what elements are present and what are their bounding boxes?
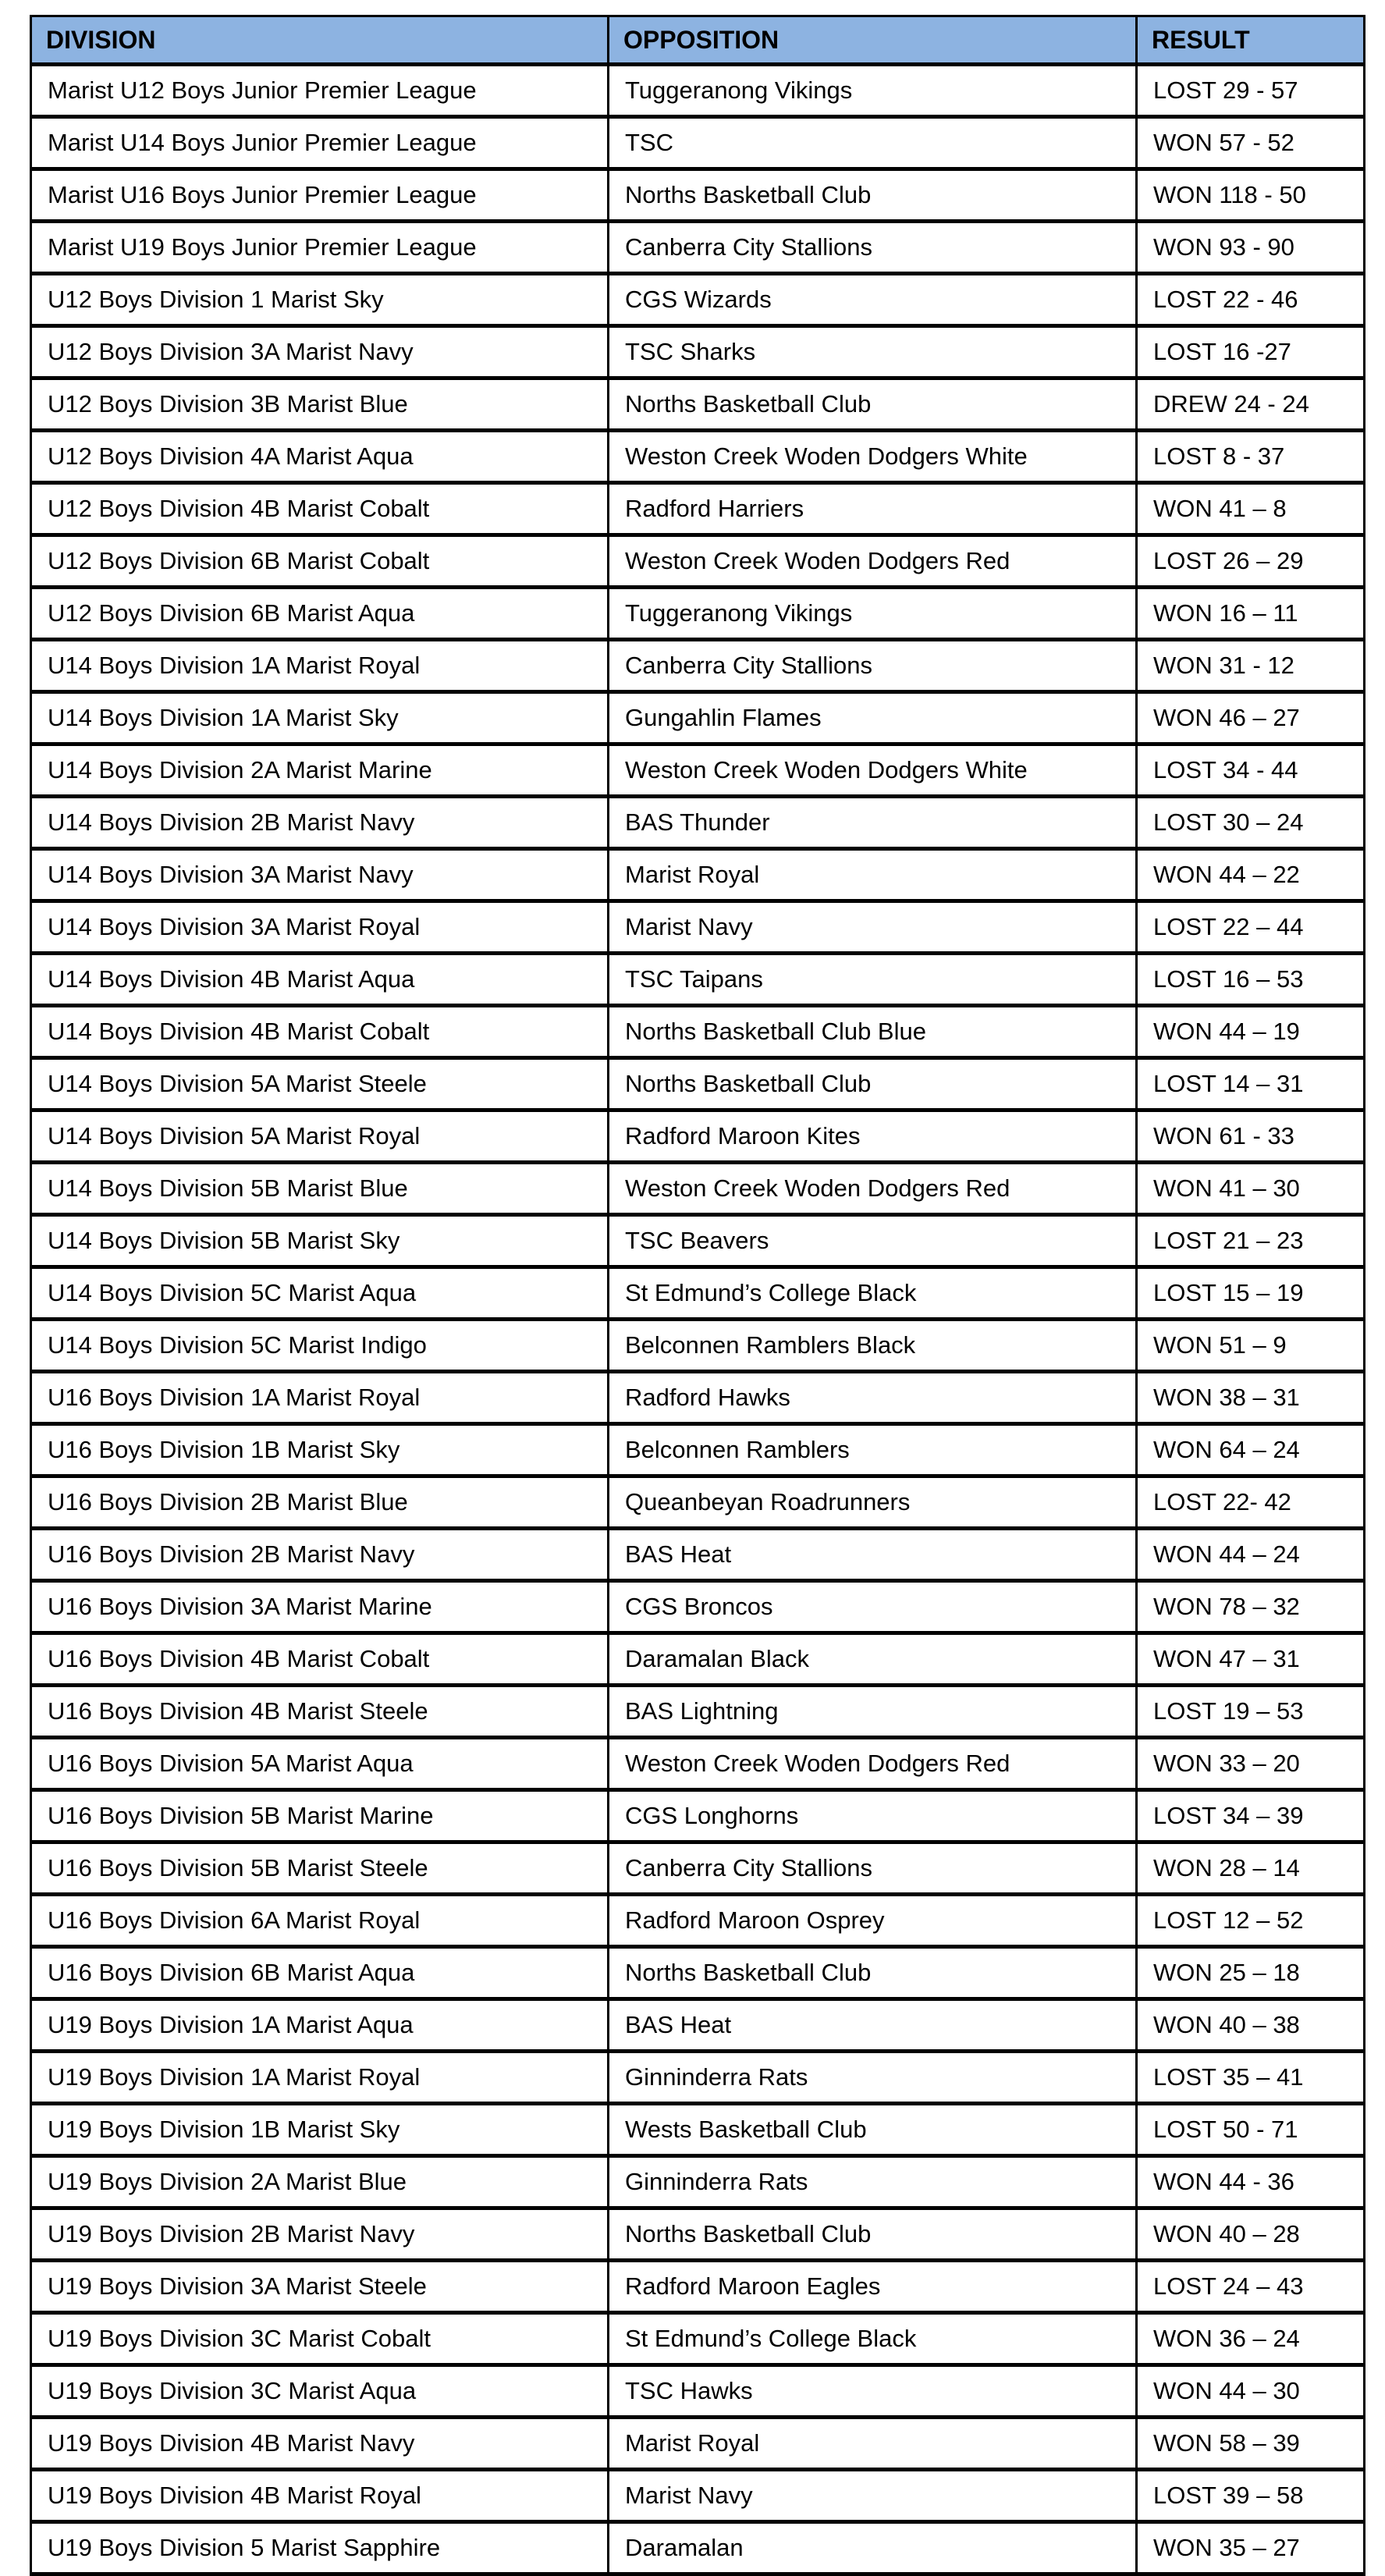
opposition-cell: Norths Basketball Club <box>609 169 1137 222</box>
table-row <box>31 2104 1365 2156</box>
table-row <box>31 1529 1365 1581</box>
division-cell: U19 Boys Division 2B Marist Navy <box>31 2208 609 2261</box>
header-result: RESULT <box>1137 16 1365 65</box>
table-row <box>31 1895 1365 1947</box>
table-row <box>31 1215 1365 1267</box>
table-row <box>31 1790 1365 1842</box>
table-row <box>31 2418 1365 2470</box>
division-cell: U14 Boys Division 5C Marist Aqua <box>31 1267 609 1320</box>
table-row <box>31 744 1365 797</box>
table-row <box>31 2261 1365 2313</box>
division-cell: U14 Boys Division 5B Marist Blue <box>31 1163 609 1215</box>
result-cell: LOST 30 – 24 <box>1137 797 1365 849</box>
division-cell: U12 Boys Division 4B Marist Cobalt <box>31 483 609 535</box>
opposition-cell: Marist Royal <box>609 849 1137 901</box>
result-cell: LOST 19 – 53 <box>1137 1686 1365 1738</box>
result-cell: WON 44 - 36 <box>1137 2156 1365 2208</box>
division-cell: U19 Boys Division 3A Marist Steele <box>31 2261 609 2313</box>
division-cell: U16 Boys Division 6A Marist Royal <box>31 1895 609 1947</box>
opposition-cell: Belconnen Ramblers <box>609 1424 1137 1476</box>
result-cell: WON 51 – 9 <box>1137 1320 1365 1372</box>
result-cell: WON 44 – 30 <box>1137 2365 1365 2418</box>
table-row <box>31 117 1365 169</box>
table-row <box>31 1738 1365 1790</box>
result-cell: LOST 14 – 31 <box>1137 1058 1365 1110</box>
division-cell: Marist U12 Boys Junior Premier League <box>31 65 609 117</box>
table-row <box>31 1999 1365 2052</box>
result-cell: WON 33 – 20 <box>1137 1738 1365 1790</box>
division-cell: U12 Boys Division 4A Marist Aqua <box>31 431 609 483</box>
opposition-cell: Canberra City Stallions <box>609 1842 1137 1895</box>
division-cell: U19 Boys Division 5 Marist Sapphire <box>31 2522 609 2574</box>
opposition-cell: Ginninderra Rats <box>609 2156 1137 2208</box>
result-cell: LOST 34 - 44 <box>1137 744 1365 797</box>
opposition-cell: Belconnen Ramblers Black <box>609 1320 1137 1372</box>
opposition-cell: Weston Creek Woden Dodgers Red <box>609 535 1137 588</box>
opposition-cell: Norths Basketball Club <box>609 2208 1137 2261</box>
table-row <box>31 2052 1365 2104</box>
opposition-cell: Weston Creek Woden Dodgers White <box>609 744 1137 797</box>
result-cell: LOST 24 – 43 <box>1137 2261 1365 2313</box>
division-cell: U14 Boys Division 1A Marist Royal <box>31 640 609 692</box>
division-cell: U16 Boys Division 5B Marist Marine <box>31 1790 609 1842</box>
opposition-cell: Canberra City Stallions <box>609 222 1137 274</box>
result-cell: WON 61 - 33 <box>1137 1110 1365 1163</box>
opposition-cell: Radford Harriers <box>609 483 1137 535</box>
division-cell: U12 Boys Division 6B Marist Cobalt <box>31 535 609 588</box>
table-row <box>31 1006 1365 1058</box>
opposition-cell: Radford Hawks <box>609 1372 1137 1424</box>
division-cell: U16 Boys Division 5A Marist Aqua <box>31 1738 609 1790</box>
opposition-cell: Tuggeranong Vikings <box>609 588 1137 640</box>
division-cell: U14 Boys Division 5A Marist Steele <box>31 1058 609 1110</box>
table-row <box>31 640 1365 692</box>
opposition-cell: Marist Navy <box>609 2470 1137 2522</box>
opposition-cell: Norths Basketball Club <box>609 378 1137 431</box>
result-cell: WON 38 – 31 <box>1137 1372 1365 1424</box>
result-cell: WON 28 – 14 <box>1137 1842 1365 1895</box>
header-row <box>31 16 1365 65</box>
table-row <box>31 2470 1365 2522</box>
opposition-cell: TSC Taipans <box>609 954 1137 1006</box>
opposition-cell: BAS Heat <box>609 1529 1137 1581</box>
division-cell: U19 Boys Division 4B Marist Navy <box>31 2418 609 2470</box>
division-cell: U16 Boys Division 6B Marist Aqua <box>31 1947 609 1999</box>
result-cell: WON 25 – 18 <box>1137 1947 1365 1999</box>
result-cell: LOST 15 – 19 <box>1137 1267 1365 1320</box>
result-cell: LOST 35 – 41 <box>1137 2052 1365 2104</box>
result-cell: WON 93 - 90 <box>1137 222 1365 274</box>
division-cell: U14 Boys Division 3A Marist Royal <box>31 901 609 954</box>
opposition-cell: Queanbeyan Roadrunners <box>609 1476 1137 1529</box>
table-body <box>31 65 1365 2574</box>
opposition-cell: BAS Lightning <box>609 1686 1137 1738</box>
result-cell: LOST 16 – 53 <box>1137 954 1365 1006</box>
table-row <box>31 1947 1365 1999</box>
table-row <box>31 901 1365 954</box>
result-cell: LOST 22 – 44 <box>1137 901 1365 954</box>
opposition-cell: Wests Basketball Club <box>609 2104 1137 2156</box>
division-cell: U14 Boys Division 1A Marist Sky <box>31 692 609 744</box>
division-cell: U16 Boys Division 3A Marist Marine <box>31 1581 609 1633</box>
division-cell: U19 Boys Division 1B Marist Sky <box>31 2104 609 2156</box>
table-row <box>31 274 1365 326</box>
result-cell: WON 16 – 11 <box>1137 588 1365 640</box>
result-cell: WON 44 – 22 <box>1137 849 1365 901</box>
result-cell: LOST 12 – 52 <box>1137 1895 1365 1947</box>
division-cell: U19 Boys Division 4B Marist Royal <box>31 2470 609 2522</box>
result-cell: WON 44 – 24 <box>1137 1529 1365 1581</box>
division-cell: U14 Boys Division 4B Marist Aqua <box>31 954 609 1006</box>
opposition-cell: St Edmund’s College Black <box>609 2313 1137 2365</box>
result-cell: LOST 39 – 58 <box>1137 2470 1365 2522</box>
table-row <box>31 692 1365 744</box>
opposition-cell: St Edmund’s College Black <box>609 1267 1137 1320</box>
opposition-cell: Tuggeranong Vikings <box>609 65 1137 117</box>
opposition-cell: Weston Creek Woden Dodgers Red <box>609 1163 1137 1215</box>
result-cell: LOST 29 - 57 <box>1137 65 1365 117</box>
division-cell: U16 Boys Division 5B Marist Steele <box>31 1842 609 1895</box>
table-row <box>31 1633 1365 1686</box>
division-cell: U12 Boys Division 6B Marist Aqua <box>31 588 609 640</box>
opposition-cell: Weston Creek Woden Dodgers White <box>609 431 1137 483</box>
result-cell: LOST 50 - 71 <box>1137 2104 1365 2156</box>
table-row <box>31 65 1365 117</box>
opposition-cell: Norths Basketball Club Blue <box>609 1006 1137 1058</box>
division-cell: Marist U16 Boys Junior Premier League <box>31 169 609 222</box>
header-division: DIVISION <box>31 16 609 65</box>
result-cell: LOST 21 – 23 <box>1137 1215 1365 1267</box>
table-row <box>31 2365 1365 2418</box>
result-cell: WON 35 – 27 <box>1137 2522 1365 2574</box>
result-cell: LOST 8 - 37 <box>1137 431 1365 483</box>
table-row <box>31 1110 1365 1163</box>
table-row <box>31 1476 1365 1529</box>
table-row <box>31 535 1365 588</box>
result-cell: WON 57 - 52 <box>1137 117 1365 169</box>
table-header <box>31 16 1365 65</box>
opposition-cell: Radford Maroon Kites <box>609 1110 1137 1163</box>
result-cell: WON 40 – 38 <box>1137 1999 1365 2052</box>
table-row <box>31 378 1365 431</box>
table-row <box>31 1058 1365 1110</box>
table-row <box>31 954 1365 1006</box>
opposition-cell: Marist Royal <box>609 2418 1137 2470</box>
table-row <box>31 1581 1365 1633</box>
table-row <box>31 1686 1365 1738</box>
result-cell: WON 46 – 27 <box>1137 692 1365 744</box>
division-cell: U19 Boys Division 1A Marist Aqua <box>31 1999 609 2052</box>
division-cell: U12 Boys Division 1 Marist Sky <box>31 274 609 326</box>
result-cell: WON 64 – 24 <box>1137 1424 1365 1476</box>
division-cell: U19 Boys Division 1A Marist Royal <box>31 2052 609 2104</box>
result-cell: WON 36 – 24 <box>1137 2313 1365 2365</box>
opposition-cell: Radford Maroon Eagles <box>609 2261 1137 2313</box>
division-cell: U16 Boys Division 4B Marist Steele <box>31 1686 609 1738</box>
table-row <box>31 2313 1365 2365</box>
division-cell: U16 Boys Division 2B Marist Navy <box>31 1529 609 1581</box>
opposition-cell: Marist Navy <box>609 901 1137 954</box>
division-cell: U16 Boys Division 1A Marist Royal <box>31 1372 609 1424</box>
result-cell: DREW 24 - 24 <box>1137 378 1365 431</box>
result-cell: WON 40 – 28 <box>1137 2208 1365 2261</box>
opposition-cell: Radford Maroon Osprey <box>609 1895 1137 1947</box>
result-cell: LOST 22- 42 <box>1137 1476 1365 1529</box>
division-cell: U14 Boys Division 2B Marist Navy <box>31 797 609 849</box>
table-row <box>31 169 1365 222</box>
opposition-cell: TSC Beavers <box>609 1215 1137 1267</box>
result-cell: WON 78 – 32 <box>1137 1581 1365 1633</box>
opposition-cell: Canberra City Stallions <box>609 640 1137 692</box>
opposition-cell: TSC <box>609 117 1137 169</box>
opposition-cell: Daramalan <box>609 2522 1137 2574</box>
opposition-cell: CGS Wizards <box>609 274 1137 326</box>
table-row <box>31 483 1365 535</box>
result-cell: WON 41 – 8 <box>1137 483 1365 535</box>
result-cell: WON 118 - 50 <box>1137 169 1365 222</box>
table-row <box>31 2156 1365 2208</box>
table-row <box>31 1842 1365 1895</box>
opposition-cell: BAS Heat <box>609 1999 1137 2052</box>
opposition-cell: BAS Thunder <box>609 797 1137 849</box>
result-cell: WON 47 – 31 <box>1137 1633 1365 1686</box>
table-row <box>31 849 1365 901</box>
division-cell: U14 Boys Division 5C Marist Indigo <box>31 1320 609 1372</box>
opposition-cell: Daramalan Black <box>609 1633 1137 1686</box>
division-cell: U14 Boys Division 2A Marist Marine <box>31 744 609 797</box>
result-cell: LOST 22 - 46 <box>1137 274 1365 326</box>
result-cell: LOST 16 -27 <box>1137 326 1365 378</box>
opposition-cell: Weston Creek Woden Dodgers Red <box>609 1738 1137 1790</box>
opposition-cell: CGS Longhorns <box>609 1790 1137 1842</box>
table-row <box>31 1267 1365 1320</box>
division-cell: U19 Boys Division 3C Marist Aqua <box>31 2365 609 2418</box>
division-cell: Marist U14 Boys Junior Premier League <box>31 117 609 169</box>
division-cell: U14 Boys Division 4B Marist Cobalt <box>31 1006 609 1058</box>
opposition-cell: TSC Sharks <box>609 326 1137 378</box>
result-cell: WON 31 - 12 <box>1137 640 1365 692</box>
header-opposition: OPPOSITION <box>609 16 1137 65</box>
table-row <box>31 2522 1365 2574</box>
opposition-cell: Norths Basketball Club <box>609 1058 1137 1110</box>
table-row <box>31 2208 1365 2261</box>
table-row <box>31 797 1365 849</box>
division-cell: U16 Boys Division 4B Marist Cobalt <box>31 1633 609 1686</box>
division-cell: U16 Boys Division 2B Marist Blue <box>31 1476 609 1529</box>
table-row <box>31 222 1365 274</box>
opposition-cell: Gungahlin Flames <box>609 692 1137 744</box>
table-row <box>31 326 1365 378</box>
table-row <box>31 1372 1365 1424</box>
division-cell: U14 Boys Division 5B Marist Sky <box>31 1215 609 1267</box>
table-row <box>31 588 1365 640</box>
opposition-cell: Ginninderra Rats <box>609 2052 1137 2104</box>
result-cell: WON 44 – 19 <box>1137 1006 1365 1058</box>
table-row <box>31 431 1365 483</box>
table-row <box>31 1424 1365 1476</box>
division-cell: U14 Boys Division 3A Marist Navy <box>31 849 609 901</box>
results-table <box>30 15 1365 2576</box>
table-row <box>31 1320 1365 1372</box>
division-cell: U12 Boys Division 3B Marist Blue <box>31 378 609 431</box>
result-cell: LOST 34 – 39 <box>1137 1790 1365 1842</box>
result-cell: WON 41 – 30 <box>1137 1163 1365 1215</box>
result-cell: LOST 26 – 29 <box>1137 535 1365 588</box>
division-cell: U12 Boys Division 3A Marist Navy <box>31 326 609 378</box>
division-cell: U19 Boys Division 3C Marist Cobalt <box>31 2313 609 2365</box>
division-cell: U16 Boys Division 1B Marist Sky <box>31 1424 609 1476</box>
opposition-cell: TSC Hawks <box>609 2365 1137 2418</box>
opposition-cell: Norths Basketball Club <box>609 1947 1137 1999</box>
table-row <box>31 1163 1365 1215</box>
division-cell: Marist U19 Boys Junior Premier League <box>31 222 609 274</box>
result-cell: WON 58 – 39 <box>1137 2418 1365 2470</box>
division-cell: U19 Boys Division 2A Marist Blue <box>31 2156 609 2208</box>
division-cell: U14 Boys Division 5A Marist Royal <box>31 1110 609 1163</box>
opposition-cell: CGS Broncos <box>609 1581 1137 1633</box>
